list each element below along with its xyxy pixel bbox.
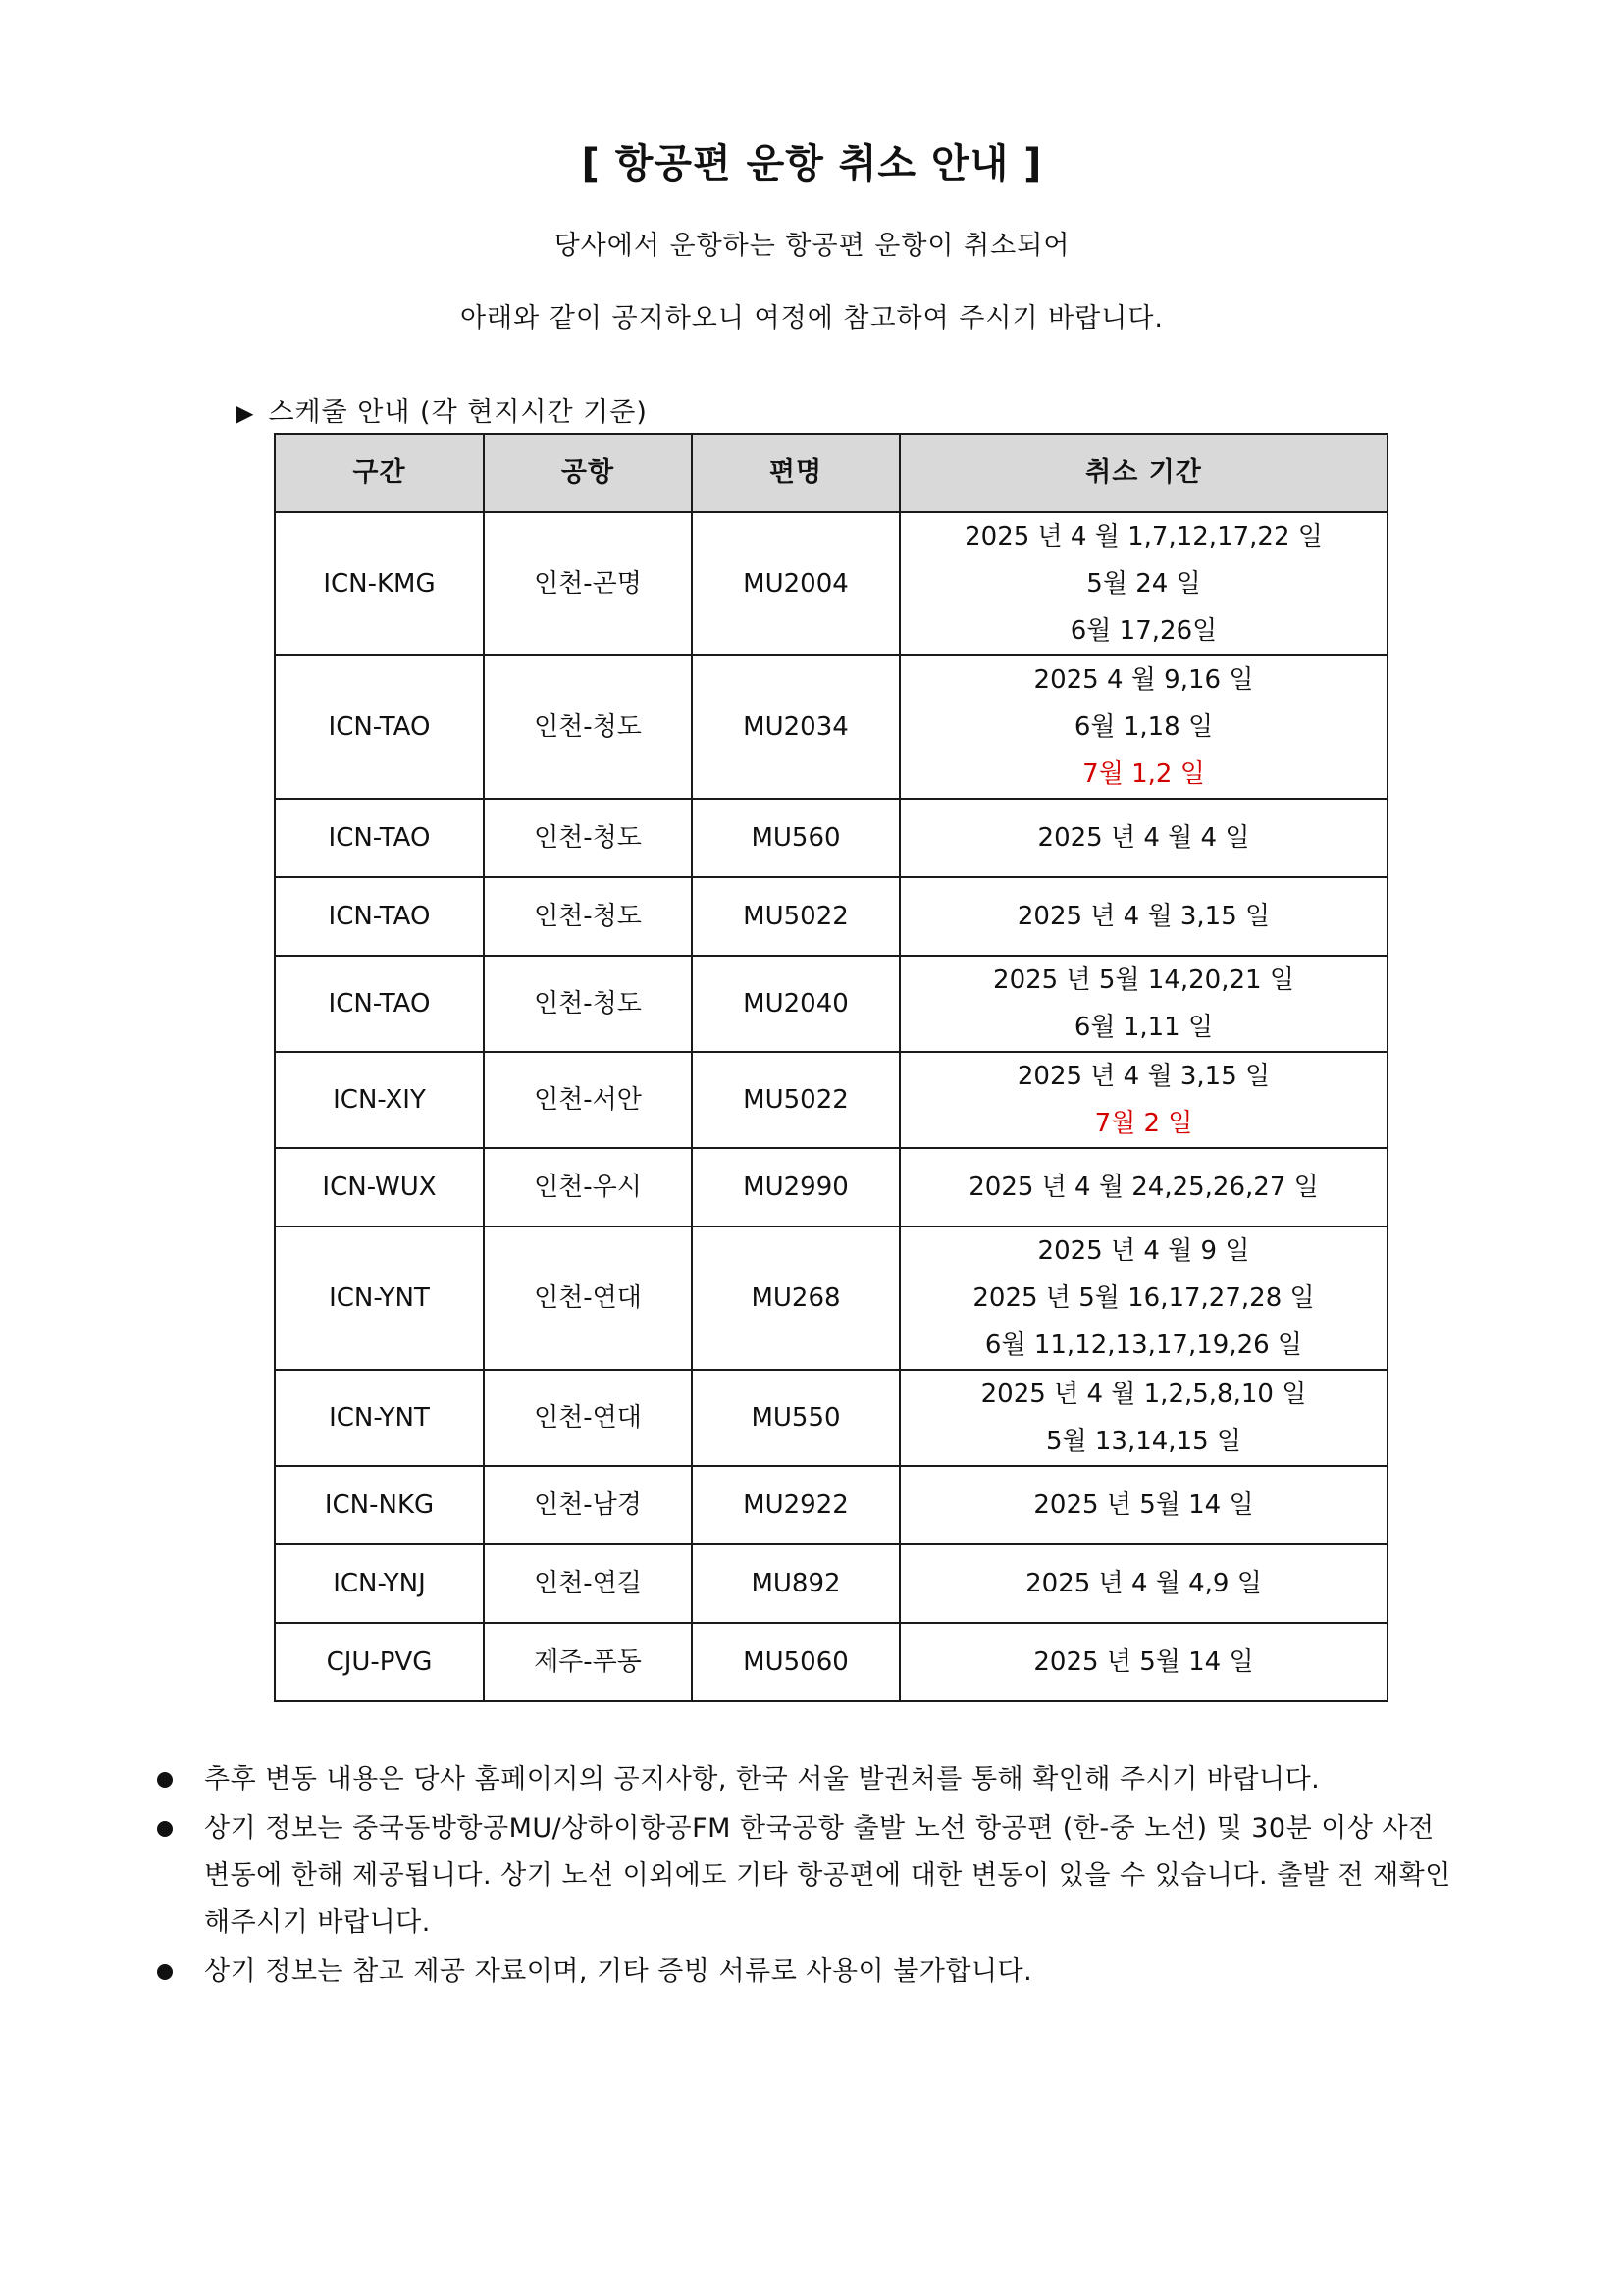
airport-cell: 인천-곤명 — [484, 512, 692, 655]
route-cell: ICN-YNT — [275, 1370, 484, 1466]
triangle-right-icon: ▶ — [236, 399, 255, 427]
cancellation-table — [274, 433, 1388, 1702]
flight-cell: MU2004 — [692, 512, 900, 655]
note-item — [157, 1949, 1462, 1996]
period-line: 2025 년 5월 14 일 — [1033, 1647, 1254, 1677]
header-flight: 편명 — [692, 434, 900, 512]
airport-cell: 인천-연대 — [484, 1370, 692, 1466]
note-item — [157, 1756, 1462, 1803]
table-row — [275, 877, 1388, 956]
flight-cell: MU2990 — [692, 1148, 900, 1226]
period-cell — [900, 1544, 1388, 1623]
period-cell — [900, 1226, 1388, 1370]
note-item — [157, 1805, 1462, 1947]
schedule-section-label — [236, 391, 648, 429]
period-cell — [900, 1052, 1388, 1148]
period-cell — [900, 1148, 1388, 1226]
route-cell: ICN-YNT — [275, 1226, 484, 1370]
table-body — [275, 512, 1388, 1701]
flight-cell: MU268 — [692, 1226, 900, 1370]
period-cell — [900, 956, 1388, 1052]
period-line: 2025 년 4 월 1,2,5,8,10 일 — [980, 1380, 1307, 1409]
flight-cell: MU2040 — [692, 956, 900, 1052]
airport-cell: 인천-서안 — [484, 1052, 692, 1148]
period-line: 2025 년 4 월 9 일 — [1037, 1236, 1250, 1266]
route-cell: ICN-NKG — [275, 1466, 484, 1544]
note-text: 상기 정보는 참고 제공 자료이며, 기타 증빙 서류로 사용이 불가합니다. — [204, 1956, 1033, 1987]
period-cell — [900, 655, 1388, 799]
period-cell — [900, 1466, 1388, 1544]
route-cell: ICN-TAO — [275, 956, 484, 1052]
page-title: [ 항공편 운항 취소 안내 ] — [581, 141, 1043, 186]
table-row — [275, 1544, 1388, 1623]
bullet-icon — [157, 1772, 173, 1788]
period-line: 2025 년 4 월 4 일 — [1037, 823, 1250, 853]
table-header-row — [275, 434, 1388, 512]
schedule-section-text: 스케줄 안내 (각 현지시간 기준) — [268, 397, 648, 428]
route-cell: ICN-TAO — [275, 799, 484, 877]
header-airport: 공항 — [484, 434, 692, 512]
bullet-icon — [157, 1964, 173, 1980]
period-line-highlight: 7월 1,2 일 — [1082, 759, 1205, 789]
note-text: 상기 정보는 중국동방항공MU/상하이항공FM 한국공항 출발 노선 항공편 (한-중 노선) 및 30분 이상 사전 변동에 한해 제공됩니다. 상기 노선 이외에도 기타 항공편에 대한 변동이 있을 수 있습니다. 출발 전 재확인 해주시기 바랍니다. — [204, 1813, 1451, 1938]
period-line: 6월 1,11 일 — [1074, 1013, 1214, 1042]
airport-cell: 제주-푸동 — [484, 1623, 692, 1701]
table-row — [275, 1623, 1388, 1701]
flight-cell: MU2034 — [692, 655, 900, 799]
flight-cell: MU5022 — [692, 1052, 900, 1148]
intro-line-2: 아래와 같이 공지하오니 여정에 참고하여 주시기 바랍니다. — [459, 303, 1165, 334]
route-cell: ICN-XIY — [275, 1052, 484, 1148]
table-row — [275, 512, 1388, 655]
period-line: 5월 13,14,15 일 — [1045, 1427, 1242, 1456]
period-line: 2025 4 월 9,16 일 — [1033, 665, 1254, 695]
route-cell: ICN-TAO — [275, 655, 484, 799]
flight-cell: MU550 — [692, 1370, 900, 1466]
period-line: 6월 1,18 일 — [1074, 712, 1214, 742]
period-line: 2025 년 5월 14,20,21 일 — [993, 965, 1294, 995]
flight-cell: MU892 — [692, 1544, 900, 1623]
airport-cell: 인천-청도 — [484, 655, 692, 799]
table-row — [275, 799, 1388, 877]
table-row — [275, 1226, 1388, 1370]
route-cell: ICN-YNJ — [275, 1544, 484, 1623]
airport-cell: 인천-청도 — [484, 877, 692, 956]
flight-cell: MU5060 — [692, 1623, 900, 1701]
airport-cell: 인천-청도 — [484, 799, 692, 877]
airport-cell: 인천-연대 — [484, 1226, 692, 1370]
header-route: 구간 — [275, 434, 484, 512]
airport-cell: 인천-연길 — [484, 1544, 692, 1623]
period-cell — [900, 1370, 1388, 1466]
airport-cell: 인천-청도 — [484, 956, 692, 1052]
flight-cell: MU2922 — [692, 1466, 900, 1544]
period-line: 2025 년 4 월 1,7,12,17,22 일 — [965, 522, 1323, 551]
route-cell: CJU-PVG — [275, 1623, 484, 1701]
table-row — [275, 1148, 1388, 1226]
bullet-icon — [157, 1821, 173, 1837]
period-cell — [900, 1623, 1388, 1701]
airport-cell: 인천-남경 — [484, 1466, 692, 1544]
flight-cell: MU560 — [692, 799, 900, 877]
period-line: 2025 년 5월 14 일 — [1033, 1490, 1254, 1520]
note-text: 추후 변동 내용은 당사 홈페이지의 공지사항, 한국 서울 발권처를 통해 확인해 주시기 바랍니다. — [204, 1764, 1321, 1795]
table-row — [275, 956, 1388, 1052]
period-line: 2025 년 4 월 4,9 일 — [1025, 1569, 1262, 1598]
period-line: 2025 년 4 월 3,15 일 — [1017, 902, 1271, 931]
header-period: 취소 기간 — [900, 434, 1388, 512]
period-line: 6월 11,12,13,17,19,26 일 — [984, 1330, 1303, 1360]
period-line: 2025 년 4 월 3,15 일 — [1017, 1062, 1271, 1091]
route-cell: ICN-KMG — [275, 512, 484, 655]
period-cell — [900, 512, 1388, 655]
notes-list — [157, 1756, 1462, 1998]
table-row — [275, 1052, 1388, 1148]
table-row — [275, 1370, 1388, 1466]
period-cell — [900, 877, 1388, 956]
intro-line-1: 당사에서 운항하는 항공편 운항이 취소되어 — [553, 231, 1071, 261]
period-line: 2025 년 5월 16,17,27,28 일 — [972, 1283, 1315, 1313]
period-line: 5월 24 일 — [1086, 569, 1201, 599]
route-cell: ICN-TAO — [275, 877, 484, 956]
period-line: 2025 년 4 월 24,25,26,27 일 — [969, 1173, 1319, 1202]
period-line-highlight: 7월 2 일 — [1094, 1109, 1193, 1138]
airport-cell: 인천-우시 — [484, 1148, 692, 1226]
table-row — [275, 1466, 1388, 1544]
route-cell: ICN-WUX — [275, 1148, 484, 1226]
period-line: 6월 17,26일 — [1070, 616, 1218, 646]
table-row — [275, 655, 1388, 799]
period-cell — [900, 799, 1388, 877]
flight-cell: MU5022 — [692, 877, 900, 956]
